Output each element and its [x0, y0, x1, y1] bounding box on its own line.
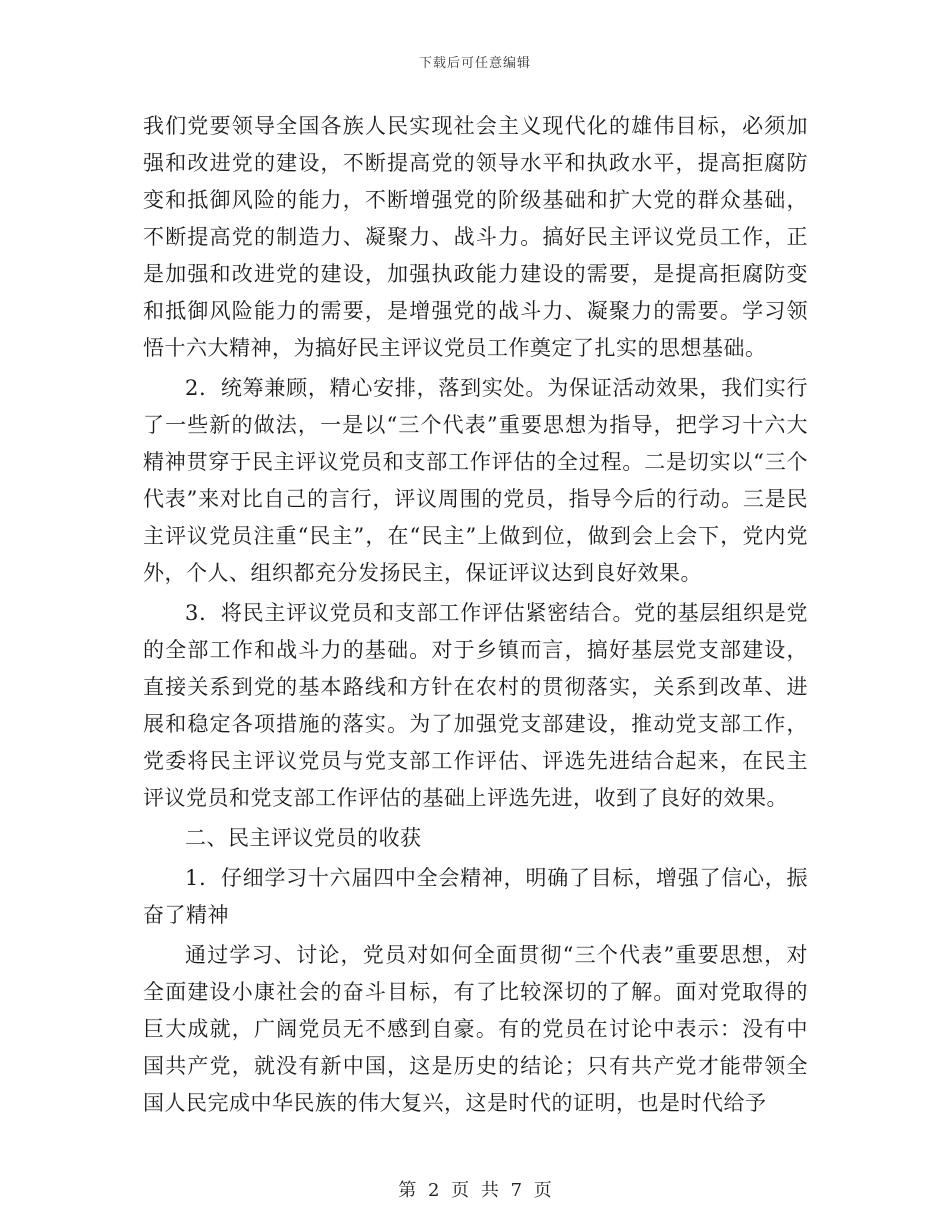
- section-heading: 二、民主评议党员的收获: [185, 826, 422, 850]
- document-body: [143, 108, 808, 1122]
- subsection-heading: 1．仔细学习十六届四中全会精神，明确了目标，增强了信心，振奋了精神: [143, 866, 808, 927]
- page-header-note: 下载后可任意编辑: [418, 56, 531, 71]
- page-number: 第 2 页 共 7 页: [398, 1180, 552, 1201]
- paragraph: 3．将民主评议党员和支部工作评估紧密结合。党的基层组织是党的全部工作和战斗力的基础。对于乡镇而言，搞好基层党支部建设，直接关系到党的基本路线和方针在农村的贯彻落实，关系到改革、进展和稳定各项措施的落实。为了加强党支部建设，推动党支部工作，党委将民主评议党员与党支部工作评估、评选先进结合起来，在民主评议党员和党支部工作评估的基础上评选先进，收到了良好的效果。: [143, 601, 808, 810]
- paragraph: 2．统筹兼顾，精心安排，落到实处。为保证活动效果，我们实行了一些新的做法，一是以“三个代表”重要思想为指导，把学习十六大精神贯穿于民主评议党员和支部工作评估的全过程。二是切实以“三个代表”来对比自己的言行，评议周围的党员，指导今后的行动。三是民主评议党员注重“民主”，在“民主”上做到位，做到会上会下，党内党外，个人、组织都充分发扬民主，保证评议达到良好效果。: [143, 376, 808, 585]
- paragraph: 通过学习、讨论，党员对如何全面贯彻“三个代表”重要思想，对全面建设小康社会的奋斗目标，有了比较深切的了解。面对党取得的巨大成就，广阔党员无不感到自豪。有的党员在讨论中表示：没有中国共产党，就没有新中国，这是历史的结论；只有共产党才能带领全国人民完成中华民族的伟大复兴，这是时代的证明，也是时代给予: [143, 943, 808, 1115]
- paragraph: 我们党要领导全国各族人民实现社会主义现代化的雄伟目标，必须加强和改进党的建设，不断提高党的领导水平和执政水平，提高拒腐防变和抵御风险的能力，不断增强党的阶级基础和扩大党的群众基础，不断提高党的制造力、凝聚力、战斗力。搞好民主评议党员工作，正是加强和改进党的建设，加强执政能力建设的需要，是提高拒腐防变和抵御风险能力的需要，是增强党的战斗力、凝聚力的需要。学习领悟十六大精神，为搞好民主评议党员工作奠定了扎实的思想基础。: [143, 114, 808, 360]
